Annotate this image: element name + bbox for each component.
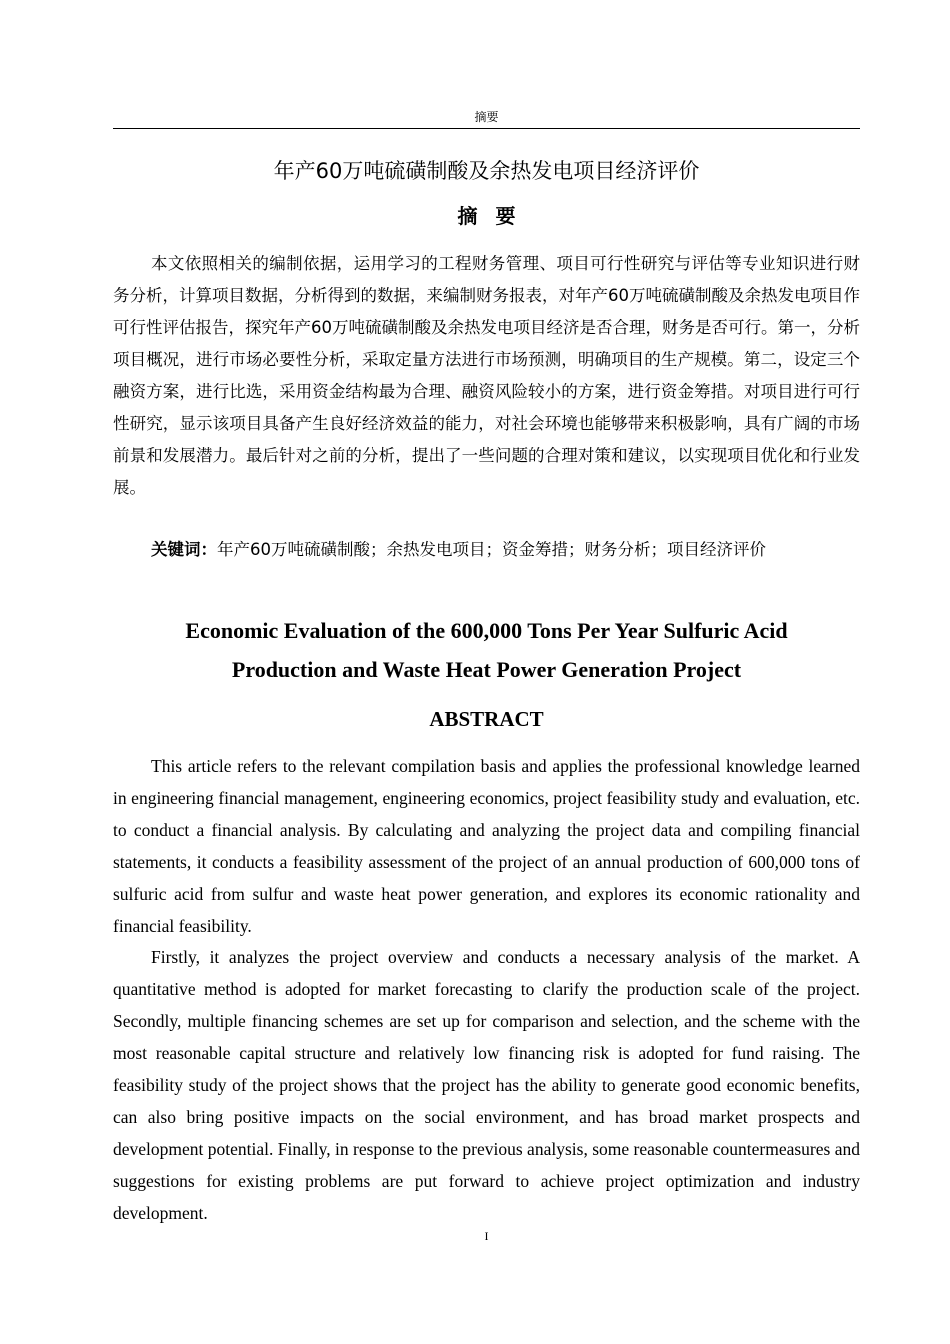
english-title-line-2: Production and Waste Heat Power Generation Project: [231, 657, 742, 682]
header-rule: [113, 128, 860, 129]
keywords-label: 关键词：: [151, 540, 217, 559]
english-title: [113, 611, 860, 689]
keywords-text: 年产60万吨硫磺制酸；余热发电项目；资金筹措；财务分析；项目经济评价: [217, 540, 766, 559]
chinese-title: 年产60万吨硫磺制酸及余热发电项目经济评价: [273, 159, 700, 183]
english-abstract-paragraph-2: Firstly, it analyzes the project overview and conducts a necessary analysis of the market. A quantitative method is adopted for market forecasting to clarify the production scale of the project. Secondly, multiple financing schemes are set up for comparison and selection, and the scheme with the most reasonable capital structure and relatively low financing risk is adopted for fund raising. The feasibility study of the project shows that the project has the ability to generate good economic benefits, can also bring positive impacts on the social environment, and has broad market prospects and development potential. Finally, in response to the previous analysis, some reasonable countermeasures and suggestions for existing problems are put forward to achieve project optimization and industry development.: [113, 947, 860, 1223]
chinese-abstract-body: 本文依照相关的编制依据，运用学习的工程财务管理、项目可行性研究与评估等专业知识进行财务分析，计算项目数据，分析得到的数据，来编制财务报表，对年产60万吨硫磺制酸及余热发电项目作可行性评估报告，探究年产60万吨硫磺制酸及余热发电项目经济是否合理，财务是否可行。第一，分析项目概况，进行市场必要性分析，采取定量方法进行市场预测，明确项目的生产规模。第二，设定三个融资方案，进行比选，采用资金结构最为合理、融资风险较小的方案，进行资金筹措。对项目进行可行性研究，显示该项目具备产生良好经济效益的能力，对社会环境也能够带来积极影响，具有广阔的市场前景和发展潜力。最后针对之前的分析，提出了一些问题的合理对策和建议，以实现项目优化和行业发展。: [113, 254, 860, 497]
english-abstract-paragraph-1: This article refers to the relevant compilation basis and applies the professional knowledge learned in engineering financial management, engineering economics, project feasibility study and evaluation, etc. to conduct a financial analysis. By calculating and analyzing the project data and compiling financial statements, it conducts a feasibility assessment of the project of an annual production of 600,000 tons of sulfuric acid from sulfur and waste heat power generation, and explores its economic rationality and financial feasibility.: [113, 756, 860, 936]
chinese-abstract-heading: 摘要: [457, 204, 534, 228]
english-title-line-1: Economic Evaluation of the 600,000 Tons Per Year Sulfuric Acid: [185, 618, 788, 643]
running-header: 摘要: [474, 110, 499, 124]
page-number: I: [484, 1229, 489, 1243]
chinese-keywords: [113, 534, 860, 566]
english-abstract-heading: ABSTRACT: [429, 707, 544, 731]
